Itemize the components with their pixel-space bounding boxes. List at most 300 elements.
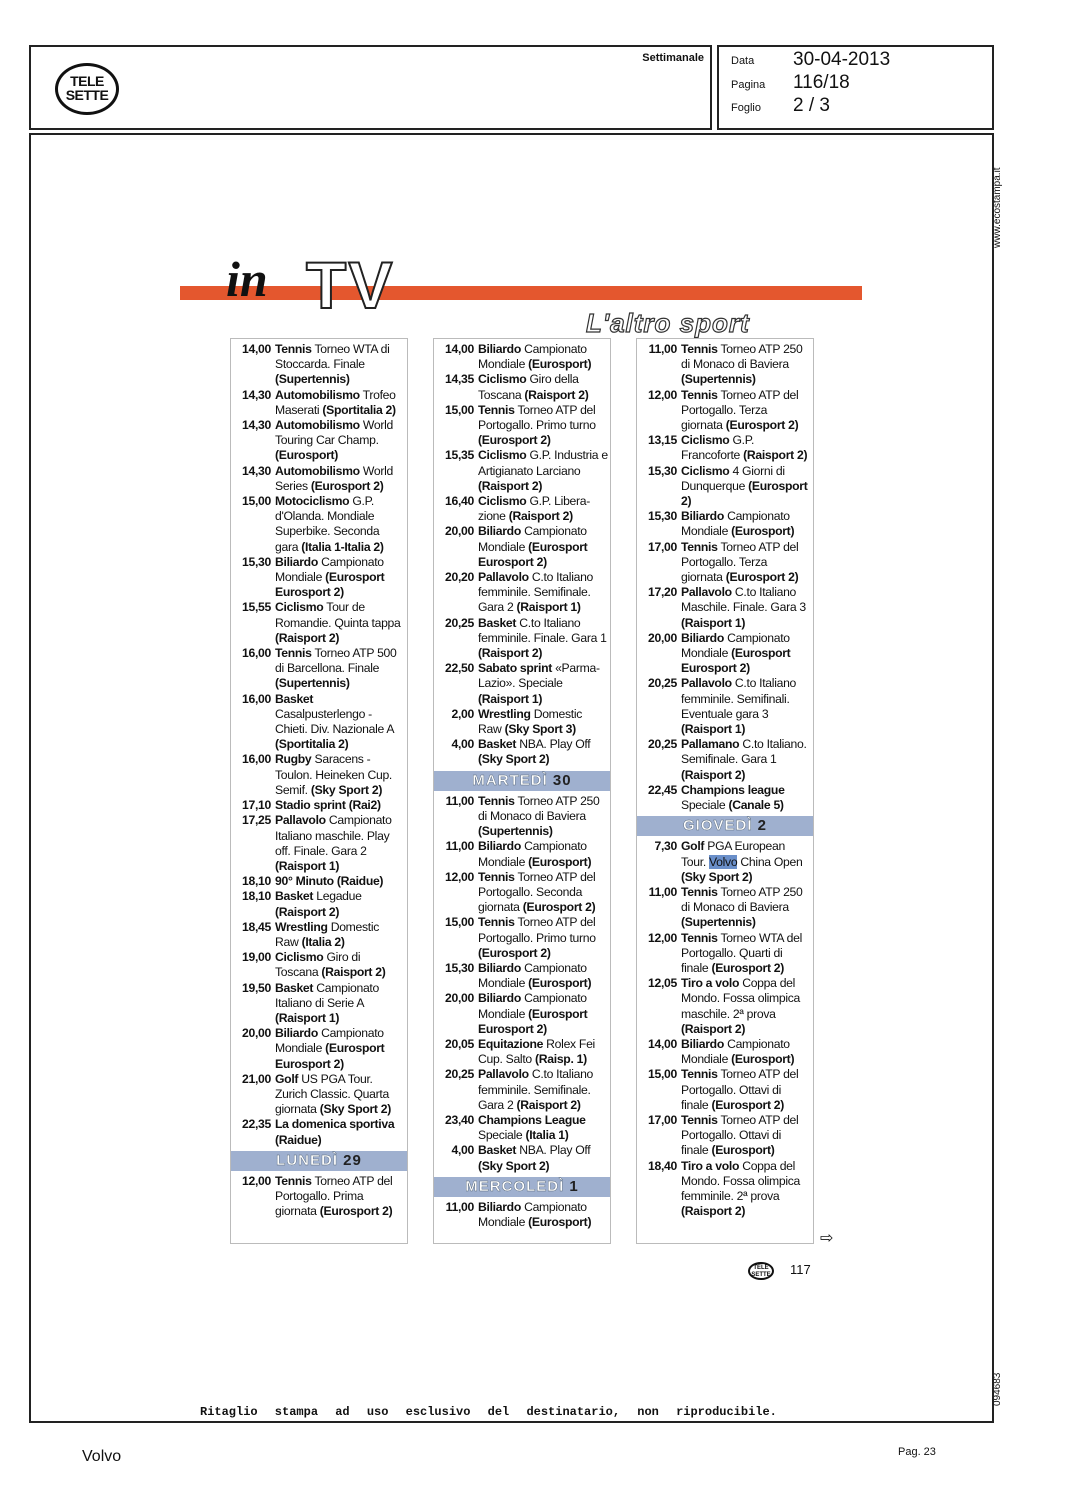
entry-sport: Tiro a volo [681, 1158, 740, 1173]
meta-pagina-value: 116/18 [793, 72, 850, 93]
page-label: Pag. 23 [898, 1446, 936, 1458]
entry-text [478, 494, 608, 524]
entry-text [681, 885, 811, 931]
entry-channel: (Rai2) [348, 798, 381, 813]
entry-desc: C.to Italiano femminile. Semifinale. Gara 2 [478, 570, 594, 615]
entry-channel: (Eurosport) [731, 524, 795, 539]
entry-sport: Wrestling [478, 706, 531, 721]
entry-text [681, 631, 811, 677]
entry-sport: Tennis [478, 402, 515, 417]
entry-desc: China Open [737, 854, 803, 869]
entry-sport: Ciclismo [275, 950, 324, 965]
entry-text [478, 616, 608, 662]
meta-foglio-label: Foglio [731, 102, 761, 114]
entry-time: 15,35 [445, 448, 474, 463]
entry-channel: (Raidue) [275, 1132, 322, 1147]
entry-time: 18,45 [242, 919, 271, 934]
entry-sport: Tennis [275, 1173, 312, 1188]
entry-sport: Automobilismo [275, 418, 360, 433]
entry-time: 15,00 [445, 402, 474, 417]
entry-time: 12,00 [242, 1173, 271, 1188]
entry-desc: Torneo ATP del Portogallo. Terza giornata [681, 387, 799, 433]
day-header [434, 771, 610, 791]
entry-channel: (Sky Sport 2) [681, 869, 753, 884]
entry-sport: Biliardo [478, 960, 521, 975]
entry-desc: Trofeo Maserati [275, 387, 396, 417]
entry-text [275, 1117, 405, 1147]
day-name: MERCOLEDÌ [465, 1177, 570, 1195]
day-name: LUNEDÌ [276, 1151, 344, 1169]
entry-sport: Ciclismo [681, 433, 730, 448]
entry-sport: Rugby [275, 752, 312, 767]
entry-sport: Champions league [681, 782, 785, 797]
entry-sport: Biliardo [681, 630, 724, 645]
entry-channel: (Raisport 2) [681, 767, 746, 782]
schedule-entry [438, 961, 608, 991]
entry-time: 18,10 [242, 889, 271, 904]
entry-desc: Torneo ATP 500 di Barcellona. Finale [275, 646, 397, 676]
schedule-entry [438, 372, 608, 402]
entry-sport: Basket [478, 1143, 517, 1158]
entry-sport: Basket [275, 691, 314, 706]
entry-desc: Giro della Toscana [478, 372, 579, 402]
entry-channel: (Eurosport Eurosport 2) [478, 1006, 588, 1036]
entry-channel: (Italia 2) [301, 934, 345, 949]
entry-desc: Campionato Mondiale [275, 554, 384, 585]
entry-desc: Domestic Raw [275, 919, 380, 949]
entry-channel: (Eurosport 2) [478, 433, 551, 448]
entry-channel: (Raisport 2) [275, 904, 340, 919]
entry-channel: (Eurosport) [711, 1143, 775, 1158]
entry-desc: Campionato Mondiale [681, 1036, 790, 1067]
entry-desc: Torneo ATP del Portogallo. Primo turno [478, 402, 596, 433]
schedule-entry [438, 494, 608, 524]
entry-desc: Rolex Fei Cup. Salto [478, 1036, 595, 1067]
entry-sport: Pallavolo [681, 676, 732, 691]
entry-channel: (Raisport 1) [516, 600, 581, 615]
page-logo-icon: TELE SETTE [748, 1262, 774, 1280]
entry-time: 22,45 [648, 782, 677, 797]
entry-desc: Campionato Mondiale [478, 342, 587, 372]
entry-desc: Torneo ATP del Portogallo. Prima giornata [275, 1173, 393, 1219]
meta-data-value: 30-04-2013 [793, 49, 891, 70]
entry-desc: Torneo WTA del Portogallo. Quarti di finale [681, 930, 803, 975]
entry-sport: Tennis [681, 342, 718, 356]
entry-sport: Pallavolo [478, 570, 529, 585]
entry-channel: (Raisport 2) [681, 1021, 746, 1036]
entry-channel: (Sky Sport 2) [478, 1158, 550, 1173]
entry-desc: Campionato Mondiale [275, 1026, 384, 1056]
entry-time: 16,00 [242, 752, 271, 767]
entry-channel: (Eurosport Eurosport 2) [275, 570, 385, 600]
entry-sport: Biliardo [681, 509, 724, 524]
entry-desc: Torneo ATP 250 di Monaco di Baviera [681, 884, 803, 915]
entry-channel: (Raisport 1) [478, 691, 543, 706]
entry-sport: Basket [478, 737, 517, 752]
schedule-entry [641, 433, 811, 463]
schedule-entry [438, 870, 608, 916]
entry-channel: (Eurosport 2) [319, 1204, 393, 1219]
entry-text [478, 961, 608, 991]
entry-text [681, 1037, 811, 1067]
entry-time: 15,30 [445, 960, 474, 975]
entry-desc: G.P. d'Olanda. Mondiale Superbike. Seconda gara [275, 494, 380, 554]
entry-channel: (Raisport 2) [321, 965, 386, 980]
entry-sport: Tennis [275, 646, 312, 661]
entry-text [478, 448, 608, 494]
telesette-logo [55, 63, 119, 115]
entry-channel: (Raisport 2) [508, 509, 573, 524]
entry-channel: (Sportitalia 2) [322, 402, 396, 417]
entry-channel: (Sky Sport 3) [504, 722, 576, 737]
entry-text [681, 976, 811, 1037]
entry-text [478, 915, 608, 961]
entry-desc: Torneo ATP del Portogallo. Primo turno [478, 915, 596, 945]
entry-sport: Golf [275, 1071, 299, 1086]
schedule-entry [641, 1067, 811, 1113]
schedule-entry [438, 524, 608, 570]
schedule-entry [235, 920, 405, 950]
entry-desc: Campionato Mondiale [681, 509, 790, 539]
entry-text [275, 798, 405, 813]
schedule-entry [641, 1113, 811, 1159]
entry-channel: (Raisp. 1) [535, 1052, 587, 1067]
entry-desc: Coppa del Mondo. Fossa olimpica femminile. 2ª prova [681, 1158, 801, 1203]
entry-time: 20,25 [648, 737, 677, 752]
entry-time: 15,00 [242, 494, 271, 509]
intv-logo-in: in [226, 251, 268, 307]
entry-desc: US PGA Tour. Zurich Classic. Quarta giornata [275, 1071, 389, 1117]
entry-channel: (Eurosport 2) [522, 900, 596, 915]
entry-text [275, 1072, 405, 1118]
schedule-entry [438, 991, 608, 1037]
entry-sport: Biliardo [478, 524, 521, 539]
entry-desc: Tour de Romandie. Quinta tappa [275, 600, 401, 630]
entry-text [478, 707, 608, 737]
entry-channel: (Eurosport Eurosport 2) [478, 539, 588, 569]
entry-desc: Speciale [681, 798, 729, 813]
entry-channel: (Raisport 2) [478, 478, 543, 493]
entry-channel: (Eurosport 2) [725, 570, 799, 585]
schedule-entry [438, 915, 608, 961]
entry-channel: (Eurosport 2) [310, 478, 384, 493]
entry-sport: Pallavolo [681, 585, 732, 600]
entry-desc: NBA. Play Off [516, 1143, 591, 1158]
entry-time: 18,10 [242, 874, 271, 889]
entry-time: 15,00 [445, 915, 474, 930]
entry-time: 14,35 [445, 372, 474, 387]
schedule-entry [641, 783, 811, 813]
entry-text [478, 661, 608, 707]
schedule-entry [235, 464, 405, 494]
entry-desc: Campionato Mondiale [478, 839, 587, 869]
entry-time: 15,55 [242, 600, 271, 615]
entry-text [275, 342, 405, 388]
schedule-entry [641, 1159, 811, 1220]
entry-channel: (Supertennis) [681, 372, 756, 387]
entry-sport: Golf [681, 839, 705, 854]
entry-channel: (Italia 1-Italia 2) [301, 539, 384, 554]
entry-sport: Wrestling [275, 919, 328, 934]
schedule-entry [641, 931, 811, 977]
entry-time: 11,00 [445, 1199, 474, 1214]
entry-time: 15,30 [648, 463, 677, 478]
meta-data-label: Data [731, 55, 755, 67]
entry-sport: Automobilismo [275, 463, 360, 478]
entry-time: 20,25 [648, 676, 677, 691]
entry-sport: Pallamano [681, 737, 740, 752]
schedule-entry [235, 646, 405, 692]
entry-channel: (Eurosport) [528, 854, 592, 869]
entry-channel: (Sky Sport 2) [478, 752, 550, 767]
schedule-entry [641, 885, 811, 931]
entry-desc: Campionato Mondiale [478, 960, 587, 991]
entry-time: 19,50 [242, 980, 271, 995]
schedule-entry [438, 839, 608, 869]
entry-time: 18,40 [648, 1158, 677, 1173]
side-code-text: 094683 [992, 1372, 1003, 1406]
page-number: 117 [790, 1262, 811, 1277]
entry-text [275, 981, 405, 1027]
entry-text [275, 692, 405, 753]
entry-channel: (Raisport 2) [275, 630, 340, 645]
entry-desc: Torneo WTA di Stoccarda. Finale [275, 342, 390, 372]
schedule-entry [641, 631, 811, 677]
entry-sport: Stadio sprint [275, 798, 346, 813]
entry-desc: Campionato Mondiale [478, 524, 587, 554]
entry-desc: Speciale [478, 1128, 526, 1143]
entry-desc: Torneo ATP del Portogallo. Ottavi di finale [681, 1112, 799, 1158]
schedule-entry [641, 676, 811, 737]
entry-desc: Torneo ATP 250 di Monaco di Baviera [681, 342, 803, 372]
day-header [434, 1177, 610, 1197]
entry-desc: World Touring Car Champ. [275, 418, 393, 448]
entry-time: 23,40 [445, 1112, 474, 1127]
entry-text [681, 1159, 811, 1220]
entry-desc: G.P. Industria e Artigianato Larciano [478, 448, 608, 478]
entry-channel: (Sportitalia 2) [275, 737, 349, 752]
entry-time: 17,00 [648, 539, 677, 554]
schedule-entry [641, 839, 811, 885]
entry-time: 14,00 [648, 1036, 677, 1051]
schedule-entry [641, 388, 811, 434]
entry-time: 14,30 [242, 387, 271, 402]
entry-text [275, 920, 405, 950]
entry-sport: La domenica sportiva [275, 1117, 395, 1132]
entry-time: 15,30 [648, 509, 677, 524]
entry-time: 20,00 [445, 524, 474, 539]
entry-desc: Giro di Toscana [275, 950, 361, 980]
entry-desc: Coppa del Mondo. Fossa olimpica maschile. 2ª prova [681, 976, 801, 1021]
entry-sport: Tiro a volo [681, 976, 740, 991]
entry-sport: Motociclismo [275, 494, 350, 509]
entry-sport: Sabato sprint [478, 661, 552, 676]
entry-sport: Tennis [681, 1112, 718, 1127]
entry-text [275, 889, 405, 919]
entry-sport: Biliardo [478, 342, 521, 356]
entry-sport: Tennis [275, 342, 312, 356]
entry-time: 17,25 [242, 813, 271, 828]
entry-desc: Legadue [313, 889, 362, 904]
entry-channel: (Raisport 1) [681, 615, 746, 630]
schedule-entry [438, 707, 608, 737]
entry-text [478, 570, 608, 616]
schedule-entry [438, 661, 608, 707]
entry-channel: (Supertennis) [275, 372, 350, 387]
entry-channel: (Canale 5) [728, 798, 784, 813]
entry-text [478, 1067, 608, 1113]
entry-time: 21,00 [242, 1071, 271, 1086]
entry-sport: Pallavolo [478, 1067, 529, 1082]
entry-channel: (Eurosport) [528, 976, 592, 991]
entry-time: 11,00 [445, 793, 474, 808]
entry-desc: Domestic Raw [478, 706, 583, 737]
schedule-entry [641, 342, 811, 388]
entry-time: 14,00 [242, 342, 271, 356]
entry-channel: (Raisport 1) [275, 1010, 340, 1025]
entry-text [478, 524, 608, 570]
schedule-entry [235, 950, 405, 980]
schedule-entry [438, 570, 608, 616]
schedule-entry [641, 737, 811, 783]
entry-text [681, 342, 811, 388]
entry-time: 17,10 [242, 798, 271, 813]
entry-time: 12,00 [648, 387, 677, 402]
entry-channel: (Eurosport 2) [725, 418, 799, 433]
schedule-entry [438, 1113, 608, 1143]
entry-time: 17,00 [648, 1112, 677, 1127]
entry-sport: Tennis [478, 793, 515, 808]
schedule-entry [235, 798, 405, 813]
entry-text [681, 1113, 811, 1159]
entry-time: 20,25 [445, 615, 474, 630]
entry-sport: Biliardo [681, 1036, 724, 1051]
header-meta-box [717, 45, 994, 130]
entry-sport: Automobilismo [275, 387, 360, 402]
entry-channel: (Eurosport Eurosport 2) [275, 1041, 385, 1071]
entry-sport: Biliardo [478, 1199, 521, 1214]
schedule-entry [641, 540, 811, 586]
entry-desc: Campionato Mondiale [478, 1199, 587, 1229]
entry-time: 11,00 [648, 342, 677, 356]
section-title: L'altro sport [586, 308, 750, 338]
entry-desc: World Series [275, 463, 393, 493]
schedule-entry [235, 692, 405, 753]
schedule-entry [438, 1143, 608, 1173]
entry-desc: PGA European Tour. [681, 839, 785, 869]
entry-text [275, 874, 405, 889]
entry-desc: Campionato Mondiale [681, 630, 790, 661]
logo-line-1: TELE [70, 73, 104, 89]
title-bar [180, 286, 862, 300]
side-url-text: www.ecostampa.it [992, 167, 1003, 248]
entry-text [275, 464, 405, 494]
entry-text [275, 418, 405, 464]
entry-desc: Campionato Italiano maschile. Play off. Finale. Gara 2 [275, 813, 392, 858]
entry-time: 14,30 [242, 463, 271, 478]
frequency-label: Settimanale [642, 52, 704, 64]
schedule-entry [235, 981, 405, 1027]
client-name: Volvo [82, 1448, 122, 1465]
day-number: 1 [569, 1177, 579, 1195]
entry-text [275, 555, 405, 601]
schedule-entry [438, 342, 608, 372]
entry-sport: Tennis [681, 387, 718, 402]
schedule-entry [235, 342, 405, 388]
entry-desc: 4 Giorni di Dunquerque [681, 463, 785, 493]
entry-time: 22,35 [242, 1117, 271, 1132]
entry-text [478, 1037, 608, 1067]
entry-sport: Tennis [478, 869, 515, 884]
schedule-entry [235, 813, 405, 874]
day-number: 29 [343, 1151, 362, 1169]
entry-time: 12,00 [445, 869, 474, 884]
schedule-entry [235, 388, 405, 418]
day-name: MARTEDÌ [472, 771, 553, 789]
entry-time: 19,00 [242, 950, 271, 965]
entry-sport: Biliardo [478, 839, 521, 854]
meta-pagina-label: Pagina [731, 79, 766, 91]
schedule-entry [235, 874, 405, 889]
schedule-entry [235, 889, 405, 919]
entry-time: 20,00 [648, 630, 677, 645]
entry-channel: (Raisport 2) [743, 448, 808, 463]
entry-channel: (Raisport 2) [524, 387, 589, 402]
entry-text [478, 1143, 608, 1173]
entry-desc: «Parma-Lazio». Speciale [478, 661, 600, 691]
entry-highlight: Volvo [709, 854, 738, 869]
schedule-entry [235, 1026, 405, 1072]
schedule-entry [641, 509, 811, 539]
schedule-entry [235, 1117, 405, 1147]
entry-time: 20,00 [242, 1026, 271, 1041]
entry-time: 12,00 [648, 930, 677, 945]
entry-time: 16,00 [242, 691, 271, 706]
schedule-entry [235, 752, 405, 798]
day-header [637, 816, 813, 836]
entry-text [478, 1113, 608, 1143]
day-header [231, 1151, 407, 1171]
entry-channel: (Supertennis) [478, 824, 553, 839]
magazine-page [160, 240, 862, 1280]
entry-text [681, 388, 811, 434]
entry-text [478, 342, 608, 372]
schedule-entry [235, 418, 405, 464]
entry-text [681, 783, 811, 813]
entry-sport: Ciclismo [478, 372, 527, 387]
entry-desc: C.to Italiano femminile. Semifinali. Eventuale gara 3 [681, 676, 797, 721]
entry-sport: Ciclismo [478, 448, 527, 463]
intv-logo-tv: TV [306, 248, 395, 322]
entry-text [275, 813, 405, 874]
entry-text [681, 1067, 811, 1113]
entry-channel: (Italia 1) [525, 1128, 569, 1143]
schedule-entry [235, 494, 405, 555]
entry-text [275, 752, 405, 798]
entry-text [681, 737, 811, 783]
entry-channel: (Eurosport 2) [711, 1097, 785, 1112]
entry-channel: (Eurosport) [731, 1052, 795, 1067]
schedule-entry [438, 448, 608, 494]
header-left-box [29, 45, 712, 130]
entry-text [681, 509, 811, 539]
schedule-entry [235, 555, 405, 601]
entry-channel: (Raidue) [336, 874, 384, 889]
entry-desc: C.to Italiano Maschile. Finale. Gara 3 [681, 585, 806, 615]
entry-time: 17,20 [648, 585, 677, 600]
entry-text [275, 950, 405, 980]
continue-arrow-icon: ⇨ [820, 1230, 834, 1247]
